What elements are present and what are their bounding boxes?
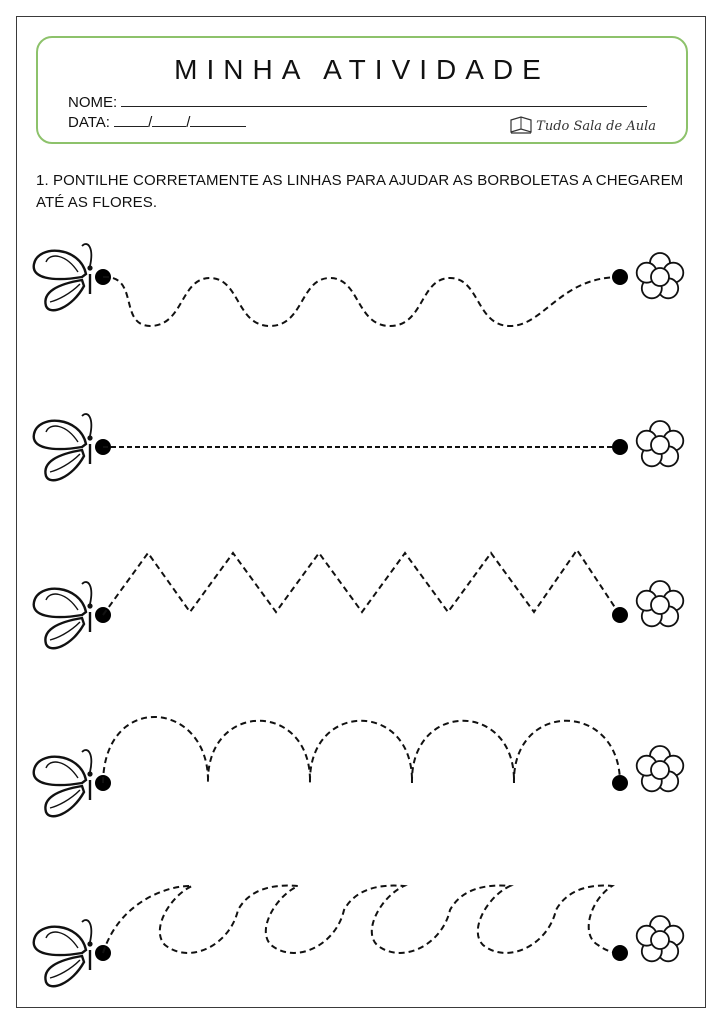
date-separator: /: [148, 114, 153, 131]
exercise-row-2: [34, 414, 684, 480]
page-title: MINHA ATIVIDADE: [174, 54, 550, 85]
butterfly-icon: [34, 920, 93, 986]
butterfly-icon: [34, 244, 93, 310]
brand-text: Tudo Sala de Aula: [536, 119, 656, 134]
flower-icon: [637, 581, 684, 626]
end-dot: [612, 945, 628, 961]
butterfly-icon: [34, 750, 93, 816]
trace-path-loops[interactable]: [103, 886, 620, 953]
butterfly-icon: [34, 414, 93, 480]
end-dot: [612, 607, 628, 623]
trace-path-arches[interactable]: [103, 717, 620, 783]
instruction-text: 1. PONTILHE CORRETAMENTE AS LINHAS PARA AJUDAR AS BORBOLETAS A CHEGAREM ATÉ AS FLORES.: [36, 172, 684, 211]
end-dot: [612, 269, 628, 285]
trace-path-zigzag[interactable]: [103, 550, 620, 615]
flower-icon: [637, 421, 684, 466]
butterfly-icon: [34, 582, 93, 648]
date-label: DATA:: [68, 114, 110, 131]
name-label: NOME:: [68, 94, 118, 111]
date-separator: /: [186, 114, 191, 131]
exercise-row-5: [34, 886, 684, 987]
exercise-row-1: [34, 244, 684, 326]
end-dot: [612, 439, 628, 455]
flower-icon: [637, 916, 684, 961]
exercise-row-4: [34, 717, 684, 816]
flower-icon: [637, 253, 684, 298]
flower-icon: [637, 746, 684, 791]
trace-path-wave[interactable]: [103, 277, 620, 326]
end-dot: [612, 775, 628, 791]
exercise-row-3: [34, 550, 684, 648]
